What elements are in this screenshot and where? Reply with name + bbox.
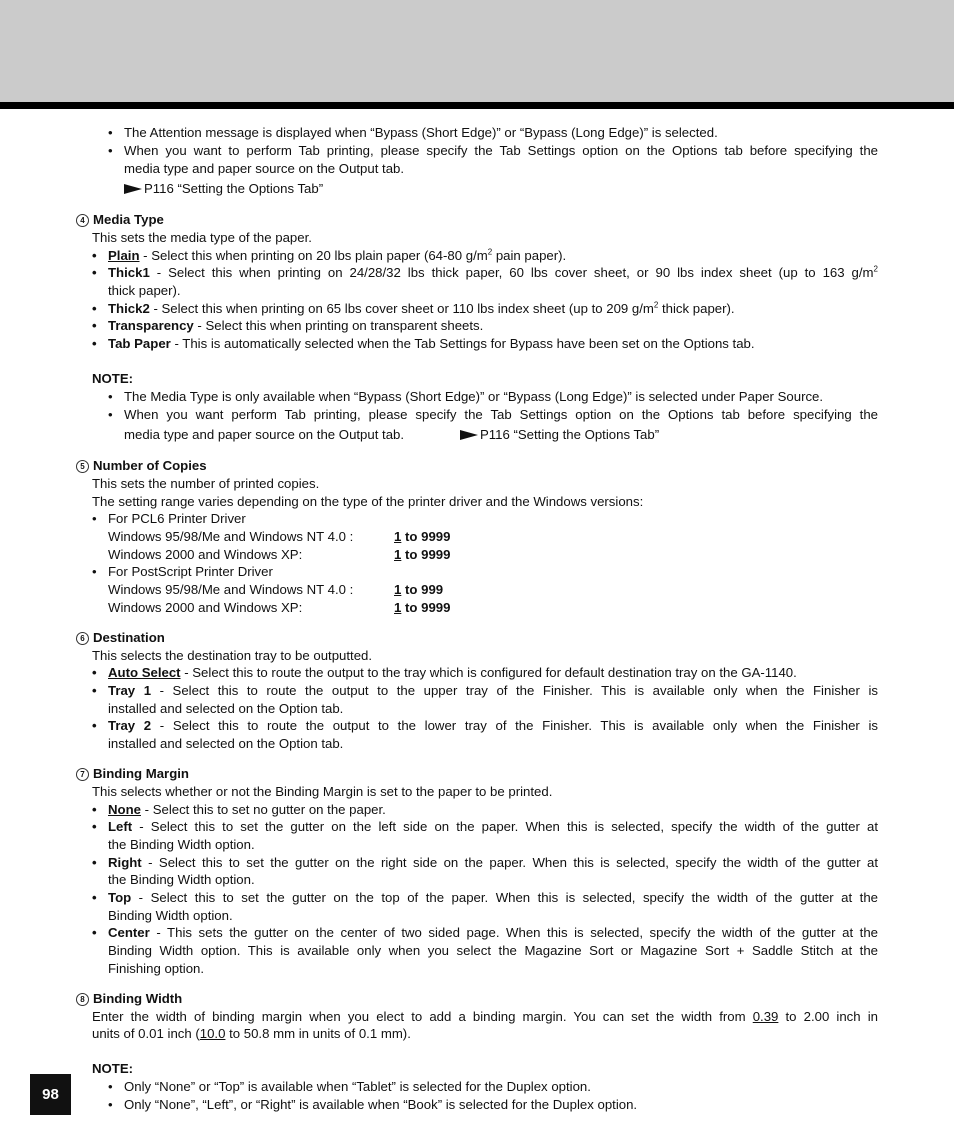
copies-pcl6-label: For PCL6 Printer Driver [108, 511, 246, 526]
binding-none-item: None - Select this to set no gutter on the paper. [108, 802, 386, 817]
binding-top-item: Top - Select this to set the gutter on the top of the paper. When this is selected, specify the width of the gutter at the [108, 890, 878, 905]
bullet-icon: • [108, 143, 113, 158]
bullet-icon: • [92, 265, 97, 280]
bullet-icon: • [108, 125, 113, 140]
destination-auto-item: Auto Select - Select this to route the output to the tray which is configured for default destination tray on the GA-1140. [108, 665, 797, 680]
bullet-icon: • [92, 564, 97, 579]
header-band [0, 0, 954, 102]
copies-desc-1: This sets the number of printed copies. [92, 476, 320, 491]
bullet-icon: • [108, 407, 113, 422]
destination-tray2-item: Tray 2 - Select this to route the output to the lower tray of the Finisher. This is available only when the Finisher is [108, 718, 878, 733]
copies-pcl6-range-2: 1 to 9999 [394, 547, 451, 562]
bullet-icon: • [92, 301, 97, 316]
copies-ps-os-2: Windows 2000 and Windows XP: [108, 600, 303, 615]
page-number: 98 [30, 1074, 71, 1115]
bullet-icon: • [92, 890, 97, 905]
top-note-1: The Attention message is displayed when “Bypass (Short Edge)” or “Bypass (Long Edge)” is selected. [124, 125, 718, 140]
media-type-desc: This sets the media type of the paper. [92, 230, 312, 245]
copies-ps-range-2: 1 to 9999 [394, 600, 451, 615]
binding-width-note-1: Only “None” or “Top” is available when “Tablet” is selected for the Duplex option. [124, 1079, 591, 1094]
binding-center-item: Center - This sets the gutter on the center of two sided page. When this is selected, specify the width of the gutter at the [108, 925, 878, 940]
top-note-2-cont: media type and paper source on the Output tab. [124, 161, 405, 176]
reference-arrow-icon [460, 430, 478, 440]
bullet-icon: • [92, 318, 97, 333]
binding-width-note-label: NOTE: [92, 1061, 134, 1076]
circled-number-icon: 5 [76, 460, 89, 473]
destination-tray2-cont: installed and selected on the Option tab. [108, 736, 344, 751]
copies-desc-2: The setting range varies depending on the type of the printer driver and the Windows versions: [92, 494, 644, 509]
media-transparency-item: Transparency - Select this when printing on transparent sheets. [108, 318, 484, 333]
media-note-ref: P116 “Setting the Options Tab” [460, 426, 659, 444]
circled-number-icon: 7 [76, 768, 89, 781]
top-note-2: When you want to perform Tab printing, please specify the Tab Settings option on the Options tab before specifying the [124, 143, 878, 158]
destination-tray1-item: Tray 1 - Select this to route the output to the upper tray of the Finisher. This is available only when the Finisher is [108, 683, 878, 698]
top-note-ref: P116 “Setting the Options Tab” [124, 180, 323, 198]
bullet-icon: • [92, 855, 97, 870]
binding-top-cont: Binding Width option. [108, 908, 233, 923]
binding-center-cont-2: Finishing option. [108, 961, 205, 976]
copies-ps-label: For PostScript Printer Driver [108, 564, 273, 579]
copies-heading: 5 Number of Copies [76, 457, 207, 475]
destination-tray1-cont: installed and selected on the Option tab. [108, 701, 344, 716]
binding-right-cont: the Binding Width option. [108, 872, 255, 887]
media-thick1-cont: thick paper). [108, 283, 181, 298]
media-thick2-item: Thick2 - Select this when printing on 65 lbs cover sheet or 110 lbs index sheet (up to 209 $g/m^2$ thick paper). [108, 300, 735, 316]
reference-arrow-icon [124, 184, 142, 194]
media-note-2-cont: media type and paper source on the Output tab. [124, 427, 405, 442]
media-plain-item: Plain - Select this when printing on 20 lbs plain paper (64-80 $g/m^2$ pain paper). [108, 247, 567, 263]
binding-right-item: Right - Select this to set the gutter on the right side on the paper. When this is selected, specify the width of the gutter at [108, 855, 878, 870]
bullet-icon: • [92, 665, 97, 680]
copies-ps-range-1: 1 to 999 [394, 582, 444, 597]
binding-left-item: Left - Select this to set the gutter on the left side on the paper. When this is selected, specify the width of the gutter at [108, 819, 878, 834]
bullet-icon: • [108, 389, 113, 404]
binding-left-cont: the Binding Width option. [108, 837, 255, 852]
circled-number-icon: 8 [76, 993, 89, 1006]
media-type-heading: 4 Media Type [76, 211, 164, 229]
binding-width-heading: 8 Binding Width [76, 990, 182, 1008]
bullet-icon: • [92, 336, 97, 351]
bullet-icon: • [108, 1079, 113, 1094]
circled-number-icon: 6 [76, 632, 89, 645]
binding-width-text-2: units of 0.01 inch (10.0 to 50.8 mm in units of 0.1 mm). [92, 1026, 411, 1041]
binding-width-note-2: Only “None”, “Left”, or “Right” is available when “Book” is selected for the Duplex option. [124, 1097, 638, 1112]
media-tabpaper-item: Tab Paper - This is automatically selected when the Tab Settings for Bypass have been set on the Options tab. [108, 336, 755, 351]
bullet-icon: • [92, 925, 97, 940]
copies-pcl6-os-2: Windows 2000 and Windows XP: [108, 547, 303, 562]
media-note-label: NOTE: [92, 371, 134, 386]
bullet-icon: • [108, 1097, 113, 1112]
bullet-icon: • [92, 802, 97, 817]
binding-margin-desc: This selects whether or not the Binding Margin is set to the paper to be printed. [92, 784, 553, 799]
media-thick1-item: Thick1 - Select this when printing on 24/28/32 lbs thick paper, 60 lbs cover sheet, or 90 lbs index sheet (up to 163 $g/m^2$ [108, 264, 878, 280]
copies-pcl6-os-1: Windows 95/98/Me and Windows NT 4.0 : [108, 529, 354, 544]
destination-heading: 6 Destination [76, 629, 165, 647]
copies-ps-os-1: Windows 95/98/Me and Windows NT 4.0 : [108, 582, 354, 597]
media-note-2: When you want perform Tab printing, please specify the Tab Settings option on the Options tab before specifying the [124, 407, 878, 422]
binding-margin-heading: 7 Binding Margin [76, 765, 189, 783]
bullet-icon: • [92, 819, 97, 834]
bullet-icon: • [92, 248, 97, 263]
circled-number-icon: 4 [76, 214, 89, 227]
copies-pcl6-range-1: 1 to 9999 [394, 529, 451, 544]
bullet-icon: • [92, 718, 97, 733]
bullet-icon: • [92, 511, 97, 526]
binding-width-text-1: Enter the width of binding margin when you elect to add a binding margin. You can set the width from 0.39 to 2.00 inch in [92, 1009, 878, 1024]
media-note-1: The Media Type is only available when “Bypass (Short Edge)” or “Bypass (Long Edge)” is selected under Paper Source. [124, 389, 824, 404]
binding-center-cont-1: Binding Width option. This is available only when you select the Magazine Sort or Magazine Sort + Saddle Stitch at the [108, 943, 878, 958]
header-rule [0, 102, 954, 109]
bullet-icon: • [92, 683, 97, 698]
destination-desc: This selects the destination tray to be outputted. [92, 648, 373, 663]
